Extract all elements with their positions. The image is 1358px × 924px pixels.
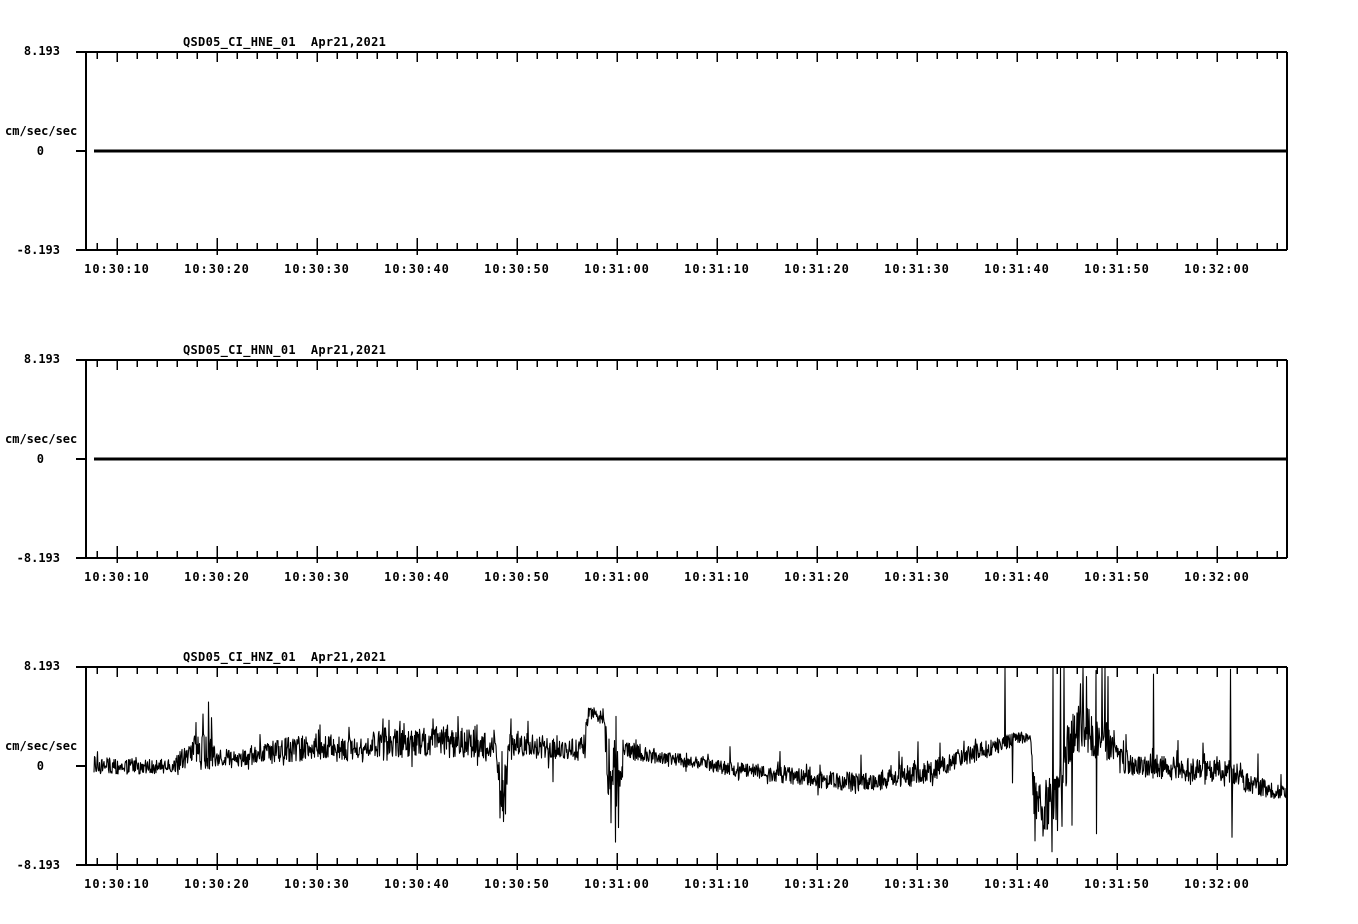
x-tick-label: 10:30:50	[484, 877, 550, 891]
x-tick-label: 10:31:30	[884, 262, 950, 276]
x-tick-label: 10:31:00	[584, 262, 650, 276]
panel-title	[183, 650, 386, 664]
x-tick-label: 10:31:00	[584, 570, 650, 584]
seismogram-panel-hne	[0, 0, 1358, 300]
x-tick-label: 10:30:40	[384, 570, 450, 584]
y-axis-units: cm/sec/sec	[5, 124, 78, 138]
x-tick-label: 10:31:40	[984, 570, 1050, 584]
x-tick-label: 10:30:50	[484, 262, 550, 276]
x-tick-label: 10:30:30	[284, 877, 350, 891]
x-tick-label: 10:31:50	[1084, 570, 1150, 584]
station-code: QSD05_CI_HNN_01	[183, 343, 296, 357]
x-tick-label: 10:31:10	[684, 262, 750, 276]
x-tick-label: 10:30:10	[84, 262, 150, 276]
x-tick-label: 10:30:10	[84, 877, 150, 891]
x-tick-label: 10:31:20	[784, 570, 850, 584]
station-code: QSD05_CI_HNE_01	[183, 35, 296, 49]
y-axis-units: cm/sec/sec	[5, 739, 78, 753]
x-tick-label: 10:31:30	[884, 877, 950, 891]
y-zero-label: 0	[36, 452, 44, 466]
x-tick-label: 10:31:10	[684, 570, 750, 584]
x-tick-label: 10:30:30	[284, 570, 350, 584]
x-tick-label: 10:31:40	[984, 262, 1050, 276]
x-tick-label: 10:31:20	[784, 877, 850, 891]
x-tick-label: 10:30:20	[184, 570, 250, 584]
x-tick-label: 10:30:20	[184, 262, 250, 276]
seismogram-panel-hnz	[0, 615, 1358, 915]
y-axis-units: cm/sec/sec	[5, 432, 78, 446]
panel-title	[183, 343, 386, 357]
x-tick-label: 10:31:40	[984, 877, 1050, 891]
y-max-label: 8.193	[23, 659, 60, 673]
x-tick-label: 10:31:50	[1084, 262, 1150, 276]
y-zero-label: 0	[36, 144, 44, 158]
y-min-label: -8.193	[16, 551, 60, 565]
panel-date: Apr21,2021	[310, 650, 387, 664]
x-tick-label: 10:31:30	[884, 570, 950, 584]
x-tick-label: 10:30:50	[484, 570, 550, 584]
x-tick-label: 10:31:00	[584, 877, 650, 891]
x-tick-label: 10:32:00	[1184, 570, 1250, 584]
station-code: QSD05_CI_HNZ_01	[183, 650, 296, 664]
x-tick-label: 10:30:30	[284, 262, 350, 276]
panel-title	[183, 35, 386, 49]
panel-date: Apr21,2021	[310, 343, 387, 357]
x-tick-label: 10:31:10	[684, 877, 750, 891]
x-tick-label: 10:30:40	[384, 262, 450, 276]
y-max-label: 8.193	[23, 352, 60, 366]
x-tick-label: 10:30:40	[384, 877, 450, 891]
x-tick-label: 10:31:50	[1084, 877, 1150, 891]
x-tick-label: 10:30:10	[84, 570, 150, 584]
panel-date: Apr21,2021	[310, 35, 387, 49]
x-tick-label: 10:32:00	[1184, 262, 1250, 276]
x-tick-label: 10:32:00	[1184, 877, 1250, 891]
x-tick-label: 10:31:20	[784, 262, 850, 276]
y-min-label: -8.193	[16, 243, 60, 257]
x-tick-label: 10:30:20	[184, 877, 250, 891]
seismogram-panel-hnn	[0, 308, 1358, 608]
y-max-label: 8.193	[23, 44, 60, 58]
y-zero-label: 0	[36, 759, 44, 773]
y-min-label: -8.193	[16, 858, 60, 872]
